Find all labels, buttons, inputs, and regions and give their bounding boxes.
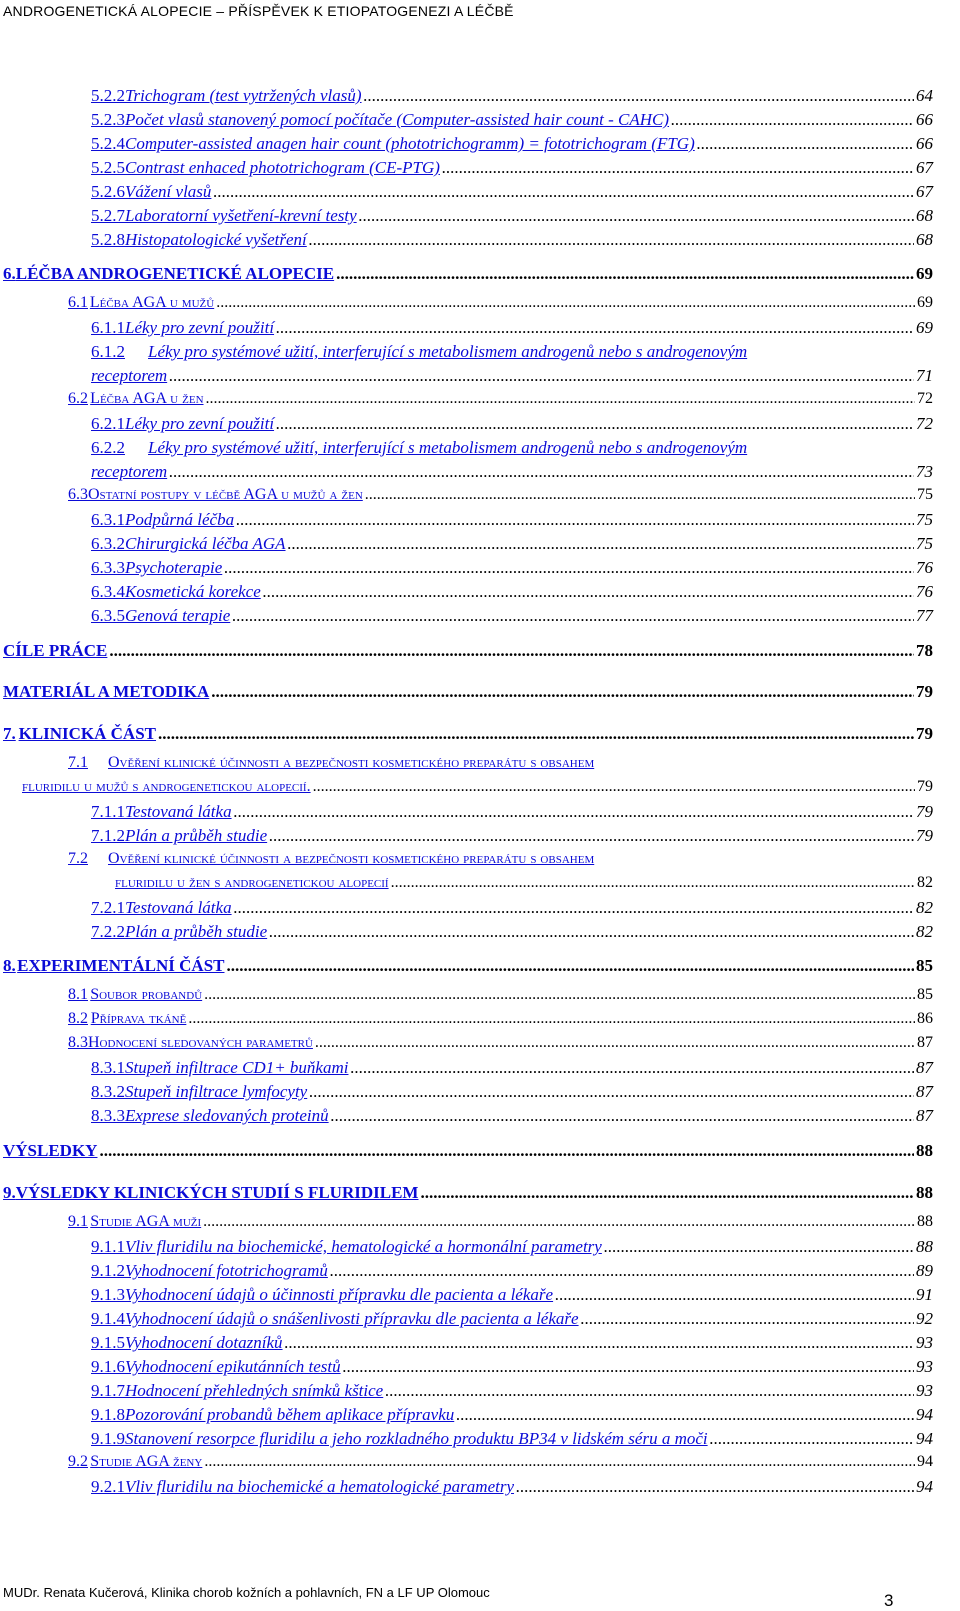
toc-entry-number: 9.2 xyxy=(68,1453,88,1470)
toc-entry-title: Stupeň infiltrace CD1+ buňkami xyxy=(125,1058,349,1077)
toc-entry-number: 9.2.1 xyxy=(91,1477,125,1496)
toc-entry[interactable] xyxy=(68,390,933,408)
toc-entry[interactable] xyxy=(91,1429,933,1449)
dot-leader xyxy=(343,1357,914,1377)
toc-entry-page: 85 xyxy=(916,956,933,975)
toc-entry-page: 94 xyxy=(916,1429,933,1448)
dot-leader xyxy=(224,558,914,578)
dot-leader xyxy=(350,1058,914,1078)
toc-entry-page: 88 xyxy=(916,1237,933,1256)
toc-entry-page: 92 xyxy=(916,1309,933,1328)
toc-entry[interactable] xyxy=(91,318,933,338)
toc-entry-title: Vyhodnocení údajů o účinnosti přípravku dle pacienta a lékaře xyxy=(125,1285,554,1304)
toc-entry[interactable] xyxy=(68,294,933,312)
toc-entry-number: 6.3.1 xyxy=(91,510,125,529)
toc-entry-title: Kosmetická korekce xyxy=(125,582,261,601)
dot-leader xyxy=(364,86,914,106)
toc-entry[interactable] xyxy=(91,606,933,626)
toc-entry[interactable] xyxy=(3,724,933,744)
toc-entry-page: 82 xyxy=(917,874,933,891)
toc-entry-title: Ostatní postupy v léčbě AGA u mužů a žen xyxy=(88,486,363,503)
toc-entry[interactable] xyxy=(91,414,933,434)
toc-entry-page: 88 xyxy=(916,1183,933,1202)
dot-leader xyxy=(276,414,914,434)
toc-entry-number: 8. xyxy=(3,956,16,975)
toc-entry-title: VÝSLEDKY KLINICKÝCH STUDIÍ S FLURIDILEM xyxy=(15,1183,419,1202)
toc-entry[interactable] xyxy=(91,182,933,202)
dot-leader xyxy=(158,724,914,744)
dot-leader xyxy=(365,486,915,504)
toc-entry-number: 9.1.5 xyxy=(91,1333,125,1352)
dot-leader xyxy=(697,134,914,154)
toc-entry[interactable] xyxy=(68,850,933,868)
toc-entry-title: Plán a průběh studie xyxy=(125,922,268,941)
toc-entry-page: 75 xyxy=(916,510,933,529)
page-number: 3 xyxy=(884,1591,894,1610)
toc-entry-title: Ověření klinické účinnosti a bezpečnosti kosmetického preparátu s obsahem xyxy=(108,754,595,771)
dot-leader xyxy=(420,1183,914,1203)
toc-entry[interactable] xyxy=(91,206,933,226)
dot-leader xyxy=(99,1141,914,1161)
toc-entry-title: MATERIÁL A METODIKA xyxy=(3,682,210,701)
toc-entry-number: 5.2.2 xyxy=(91,86,125,105)
toc-entry[interactable] xyxy=(91,1058,933,1078)
toc-entry-page: 87 xyxy=(916,1082,933,1101)
running-footer: MUDr. Renata Kučerová, Klinika chorob kožních a pohlavních, FN a LF UP Olomouc xyxy=(3,1585,490,1600)
toc-entry-page: 75 xyxy=(916,534,933,553)
toc-entry-number: 7. xyxy=(3,724,16,743)
toc-entry-title: Léky pro zevní použití xyxy=(125,414,275,433)
dot-leader xyxy=(203,1213,915,1231)
toc-entry-page: 91 xyxy=(916,1285,933,1304)
toc-entry-title: fluridilu u žen s androgenetickou alopecií xyxy=(115,874,389,891)
toc-entry-number: 9.1.4 xyxy=(91,1309,125,1328)
toc-entry-number: 6.1.1 xyxy=(91,318,125,337)
toc-entry-page: 72 xyxy=(917,390,933,407)
toc-entry[interactable] xyxy=(68,1213,933,1231)
toc-entry-title: Trichogram (test vytržených vlasů) xyxy=(125,86,362,105)
toc-entry-number: 9.1.1 xyxy=(91,1237,125,1256)
toc-entry-page: 88 xyxy=(917,1213,933,1230)
toc-entry[interactable] xyxy=(115,874,933,892)
toc-entry[interactable] xyxy=(91,1237,933,1257)
toc-entry[interactable] xyxy=(91,826,933,846)
dot-leader xyxy=(269,826,914,846)
dot-leader xyxy=(442,158,914,178)
toc-entry-page: 79 xyxy=(916,724,933,743)
dot-leader xyxy=(216,294,915,312)
toc-entry-title: Vliv fluridilu na biochemické a hematologické parametry xyxy=(125,1477,515,1496)
toc-entry-page: 66 xyxy=(916,110,933,129)
toc-entry-number: 9.1.2 xyxy=(91,1261,125,1280)
dot-leader xyxy=(456,1405,914,1425)
toc-entry-number: 6. xyxy=(3,264,16,283)
toc-entry[interactable] xyxy=(91,462,933,482)
dot-leader xyxy=(331,1106,914,1126)
toc-entry-title: Vyhodnocení fototrichogramů xyxy=(125,1261,328,1280)
toc-entry-title: Computer-assisted anagen hair count (phototrichogramm) = fototrichogram (FTG) xyxy=(125,134,695,153)
toc-entry-page: 94 xyxy=(917,1453,933,1470)
toc-entry-page: 82 xyxy=(916,922,933,941)
dot-leader xyxy=(234,898,914,918)
toc-entry[interactable] xyxy=(3,264,933,284)
toc-entry[interactable] xyxy=(91,1357,933,1377)
toc-entry-page: 73 xyxy=(916,462,933,481)
toc-entry-title: Testovaná látka xyxy=(125,898,232,917)
toc-entry-number: 6.3.4 xyxy=(91,582,125,601)
toc-entry-title: receptorem xyxy=(91,366,168,385)
toc-entry-number: 8.3.1 xyxy=(91,1058,125,1077)
toc-entry-page: 64 xyxy=(916,86,933,105)
toc-entry[interactable] xyxy=(91,230,933,250)
dot-leader xyxy=(206,390,915,408)
toc-entry[interactable] xyxy=(91,1381,933,1401)
toc-entry[interactable] xyxy=(91,366,933,386)
dot-leader xyxy=(263,582,914,602)
toc-entry-number: 6.3.3 xyxy=(91,558,125,577)
toc-entry-page: 67 xyxy=(916,182,933,201)
dot-leader xyxy=(269,922,914,942)
toc-entry[interactable] xyxy=(3,1183,933,1203)
toc-entry[interactable] xyxy=(68,986,933,1004)
toc-entry-number: 8.1 xyxy=(68,986,88,1003)
toc-entry[interactable] xyxy=(68,1453,933,1471)
toc-entry[interactable] xyxy=(3,641,933,661)
toc-entry[interactable] xyxy=(68,754,933,772)
toc-entry-title: EXPERIMENTÁLNÍ ČÁST xyxy=(17,956,225,975)
dot-leader xyxy=(315,1034,915,1052)
toc-entry-page: 79 xyxy=(916,826,933,845)
toc-entry-number: 6.1 xyxy=(68,294,88,311)
toc-entry-number: 9.1.3 xyxy=(91,1285,125,1304)
toc-entry-title: Pozorování probandů během aplikace přípravku xyxy=(125,1405,455,1424)
dot-leader xyxy=(211,682,914,702)
dot-leader xyxy=(581,1309,914,1329)
toc-entry-number: 5.2.4 xyxy=(91,134,125,153)
toc-entry-page: 77 xyxy=(916,606,933,625)
toc-entry-page: 87 xyxy=(917,1034,933,1051)
toc-entry-page: 79 xyxy=(916,802,933,821)
dot-leader xyxy=(313,778,915,796)
toc-entry-title: Vyhodnocení epikutánních testů xyxy=(125,1357,341,1376)
toc-entry[interactable] xyxy=(91,922,933,942)
toc-entry-number: 7.1.2 xyxy=(91,826,125,845)
toc-entry-page: 68 xyxy=(916,230,933,249)
toc-entry-page: 76 xyxy=(916,582,933,601)
toc-entry-page: 68 xyxy=(916,206,933,225)
toc-entry[interactable] xyxy=(91,534,933,554)
toc-entry-title: Histopatologické vyšetření xyxy=(125,230,307,249)
dot-leader xyxy=(604,1237,914,1257)
toc-entry-title: Studie AGA ženy xyxy=(90,1453,203,1470)
toc-entry-title: Vyhodnocení dotazníků xyxy=(125,1333,283,1352)
toc-entry-title: Hodnocení přehledných snímků kštice xyxy=(125,1381,384,1400)
dot-leader xyxy=(516,1477,914,1497)
toc-entry-number: 5.2.3 xyxy=(91,110,125,129)
toc-entry-number: 7.2 xyxy=(68,850,88,867)
toc-entry-number: 5.2.6 xyxy=(91,182,125,201)
toc-entry-title: Vliv fluridilu na biochemické, hematologické a hormonální parametry xyxy=(125,1237,602,1256)
toc-entry-number: 6.1.2 xyxy=(91,342,125,361)
dot-leader xyxy=(276,318,914,338)
toc-entry-number: 6.3 xyxy=(68,486,88,503)
toc-entry[interactable] xyxy=(91,582,933,602)
toc-entry[interactable] xyxy=(68,1010,933,1028)
toc-entry-number: 9. xyxy=(3,1183,16,1202)
toc-entry[interactable] xyxy=(91,1106,933,1126)
toc-entry-title: CÍLE PRÁCE xyxy=(3,641,108,660)
dot-leader xyxy=(204,986,915,1004)
toc-entry-number: 6.3.2 xyxy=(91,534,125,553)
toc-entry-number: 5.2.8 xyxy=(91,230,125,249)
toc-entry-title: Chirurgická léčba AGA xyxy=(125,534,286,553)
toc-entry-page: 69 xyxy=(916,264,933,283)
dot-leader xyxy=(391,874,915,892)
toc-entry[interactable] xyxy=(22,778,933,796)
toc-entry-title: Soubor probandů xyxy=(90,986,203,1003)
toc-entry-page: 87 xyxy=(916,1106,933,1125)
toc-entry-page: 94 xyxy=(916,1405,933,1424)
toc-entry-title: Ověření klinické účinnosti a bezpečnosti kosmetického preparátu s obsahem xyxy=(108,850,595,867)
toc-entry-title: Léky pro zevní použití xyxy=(125,318,275,337)
toc-entry[interactable] xyxy=(91,86,933,106)
toc-entry[interactable] xyxy=(91,802,933,822)
toc-entry-title: Léčba AGA u žen xyxy=(90,390,204,407)
dot-leader xyxy=(309,1082,914,1102)
toc-entry-title: Laboratorní vyšetření-krevní testy xyxy=(125,206,357,225)
toc-entry-title: Vážení vlasů xyxy=(125,182,212,201)
toc-entry-title: Léky pro systémové užití, interferující s metabolismem androgenů nebo s androgenovým xyxy=(148,438,748,457)
toc-entry-title: VÝSLEDKY xyxy=(3,1141,98,1160)
toc-entry-page: 79 xyxy=(916,682,933,701)
toc-entry-number: 6.2.1 xyxy=(91,414,125,433)
dot-leader xyxy=(285,1333,914,1353)
toc-entry[interactable] xyxy=(91,1082,933,1102)
toc-entry-title: Léčba AGA u mužů xyxy=(89,294,215,311)
toc-entry-number: 7.2.1 xyxy=(91,898,125,917)
toc-entry[interactable] xyxy=(3,1141,933,1161)
toc-entry-page: 67 xyxy=(916,158,933,177)
dot-leader xyxy=(330,1261,914,1281)
toc-entry-number: 6.2 xyxy=(68,390,88,407)
dot-leader xyxy=(309,230,914,250)
dot-leader xyxy=(213,182,914,202)
toc-entry[interactable] xyxy=(91,558,933,578)
toc-entry-page: 86 xyxy=(917,1010,933,1027)
toc-entry-number: 8.3 xyxy=(68,1034,88,1051)
toc-entry-page: 89 xyxy=(916,1261,933,1280)
toc-entry-title: Plán a průběh studie xyxy=(125,826,268,845)
toc-entry[interactable] xyxy=(91,898,933,918)
toc-entry[interactable] xyxy=(3,682,933,702)
dot-leader xyxy=(232,606,914,626)
toc-entry-title: Hodnocení sledovaných parametrů xyxy=(88,1034,313,1051)
toc-entry-number: 9.1.6 xyxy=(91,1357,125,1376)
toc-entry-title: Podpůrná léčba xyxy=(125,510,235,529)
toc-entry-number: 9.1.9 xyxy=(91,1429,125,1448)
toc-entry-page: 94 xyxy=(916,1477,933,1496)
toc-entry-number: 7.1.1 xyxy=(91,802,125,821)
toc-entry-page: 82 xyxy=(916,898,933,917)
toc-entry[interactable] xyxy=(91,1285,933,1305)
dot-leader xyxy=(109,641,914,661)
toc-entry-number: 9.1.7 xyxy=(91,1381,125,1400)
toc-entry-page: 87 xyxy=(916,1058,933,1077)
toc-entry-number: 8.2 xyxy=(68,1010,88,1027)
toc-entry-page: 93 xyxy=(916,1333,933,1352)
toc-entry-number: 6.3.5 xyxy=(91,606,125,625)
toc-entry[interactable] xyxy=(68,1034,933,1052)
toc-entry-number: 7.2.2 xyxy=(91,922,125,941)
toc-entry[interactable] xyxy=(91,1477,933,1497)
toc-entry-title: LÉČBA ANDROGENETICKÉ ALOPECIE xyxy=(15,264,335,283)
toc-entry-title: Vyhodnocení údajů o snášenlivosti přípravku dle pacienta a lékaře xyxy=(125,1309,579,1328)
toc-entry-number: 7.1 xyxy=(68,754,88,771)
dot-leader xyxy=(234,802,914,822)
toc-entry-title: fluridilu u mužů s androgenetickou alopecií. xyxy=(22,778,311,795)
toc-entry[interactable] xyxy=(91,510,933,530)
toc-entry-page: 93 xyxy=(916,1381,933,1400)
toc-entry[interactable] xyxy=(91,438,933,458)
toc-entry-page: 79 xyxy=(917,778,933,795)
toc-entry-page: 76 xyxy=(916,558,933,577)
toc-entry[interactable] xyxy=(3,956,933,976)
running-header: ANDROGENETICKÁ ALOPECIE – PŘÍSPĚVEK K ETIOPATOGENEZI A LÉČBĚ xyxy=(3,3,514,19)
dot-leader xyxy=(359,206,914,226)
toc-entry-page: 78 xyxy=(916,641,933,660)
dot-leader xyxy=(188,1010,915,1028)
toc-entry-title: Exprese sledovaných proteinů xyxy=(125,1106,329,1125)
toc-entry-title: Psychoterapie xyxy=(125,558,223,577)
toc-entry-page: 66 xyxy=(916,134,933,153)
toc-entry[interactable] xyxy=(68,486,933,504)
dot-leader xyxy=(710,1429,914,1449)
toc-entry-page: 93 xyxy=(916,1357,933,1376)
dot-leader xyxy=(227,956,915,976)
dot-leader xyxy=(671,110,914,130)
toc-entry-page: 88 xyxy=(916,1141,933,1160)
toc-entry-title: Příprava tkáně xyxy=(90,1010,187,1027)
dot-leader xyxy=(288,534,914,554)
toc-entry-page: 85 xyxy=(917,986,933,1003)
dot-leader xyxy=(385,1381,914,1401)
dot-leader xyxy=(204,1453,915,1471)
dot-leader xyxy=(236,510,914,530)
toc-entry-number: 9.1 xyxy=(68,1213,88,1230)
toc-entry-page: 71 xyxy=(916,366,933,385)
dot-leader xyxy=(169,366,914,386)
toc-entry-title: Genová terapie xyxy=(125,606,231,625)
toc-entry-number: 9.1.8 xyxy=(91,1405,125,1424)
dot-leader xyxy=(336,264,914,284)
toc-entry[interactable] xyxy=(91,134,933,154)
toc-entry-page: 69 xyxy=(917,294,933,311)
toc-entry[interactable] xyxy=(91,1309,933,1329)
toc-entry-title: Počet vlasů stanovený pomocí počítače (Computer-assisted hair count - CAHC) xyxy=(125,110,670,129)
toc-entry-page: 69 xyxy=(916,318,933,337)
dot-leader xyxy=(555,1285,914,1305)
toc-entry-title: Testovaná látka xyxy=(125,802,232,821)
toc-entry-title: receptorem xyxy=(91,462,168,481)
toc-entry-title: Stanovení resorpce fluridilu a jeho rozkladného produktu BP34 v lidském séru a moči xyxy=(125,1429,708,1448)
toc-entry-title: Studie AGA muži xyxy=(90,1213,202,1230)
toc-entry-number: 5.2.7 xyxy=(91,206,125,225)
toc-entry-page: 75 xyxy=(917,486,933,503)
toc-entry[interactable] xyxy=(91,1333,933,1353)
toc-entry[interactable] xyxy=(91,1405,933,1425)
toc-entry-title: KLINICKÁ ČÁST xyxy=(18,724,157,743)
toc-entry-number: 8.3.2 xyxy=(91,1082,125,1101)
toc-entry-title: Léky pro systémové užití, interferující s metabolismem androgenů nebo s androgenovým xyxy=(148,342,748,361)
toc-entry-title: Contrast enhaced phototrichogram (CE-PTG) xyxy=(125,158,440,177)
toc-entry[interactable] xyxy=(91,158,933,178)
toc-entry[interactable] xyxy=(91,342,933,362)
toc-entry-number: 8.3.3 xyxy=(91,1106,125,1125)
toc-entry-number: 5.2.5 xyxy=(91,158,125,177)
toc-entry-number: 6.2.2 xyxy=(91,438,125,457)
toc-entry[interactable] xyxy=(91,1261,933,1281)
toc-entry-title: Stupeň infiltrace lymfocyty xyxy=(125,1082,308,1101)
dot-leader xyxy=(169,462,914,482)
toc-entry[interactable] xyxy=(91,110,933,130)
toc-entry-page: 72 xyxy=(916,414,933,433)
